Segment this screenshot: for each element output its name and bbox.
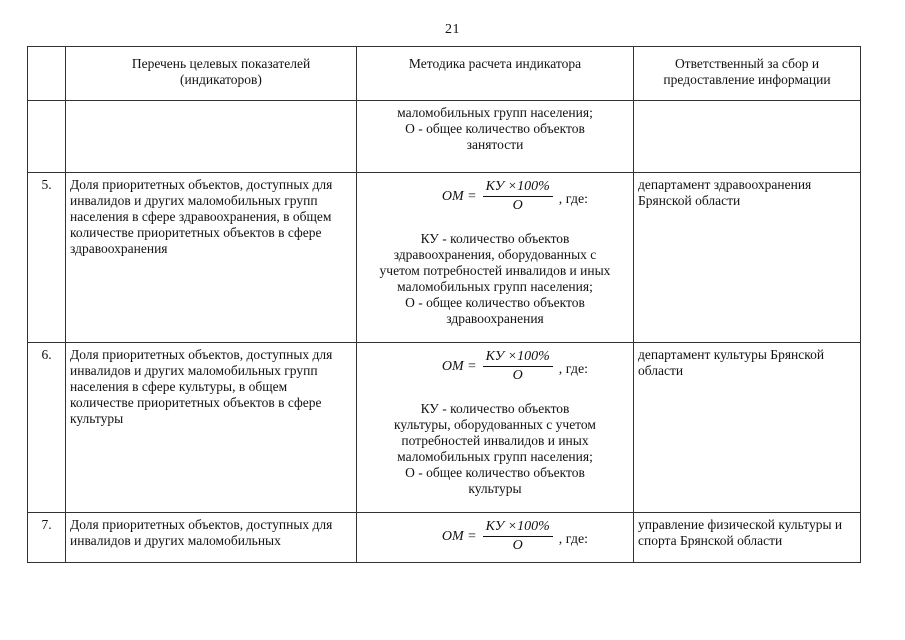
header-responsible: Ответственный за сбор и предоставление информации: [634, 47, 861, 101]
row-method: [357, 101, 634, 173]
formula-tail: , где:: [558, 192, 589, 207]
row-name: Доля приоритетных объектов, доступных для инвалидов и других маломобильных групп населения в сфере культуры, в общем количестве приоритетных объектов в сфере культуры: [66, 343, 357, 513]
method-line: КУ - количество объектов: [420, 401, 570, 416]
row-num: 5.: [28, 173, 66, 343]
table-row: [28, 343, 861, 513]
formula-numerator: КУ ×100%: [483, 179, 553, 197]
row-num: 6.: [28, 343, 66, 513]
row-name: Доля приоритетных объектов, доступных для инвалидов и других маломобильных: [66, 513, 357, 563]
table-row: [28, 513, 861, 563]
method-line: культуры: [468, 481, 522, 496]
row-responsible: управление физической культуры и спорта Брянской области: [634, 513, 861, 563]
header-method: Методика расчета индикатора: [357, 47, 634, 101]
row-num: [28, 101, 66, 173]
method-line: маломобильных групп населения;: [397, 279, 593, 294]
formula-denominator: О: [512, 198, 523, 213]
row-responsible: [634, 101, 861, 173]
formula-numerator: КУ ×100%: [483, 519, 553, 537]
method-line: культуры, оборудованных с учетом: [394, 417, 596, 432]
table-row: [28, 173, 861, 343]
row-name: Доля приоритетных объектов, доступных для инвалидов и других маломобильных групп населения в сфере здравоохранения, в общем количестве приоритетных объектов в сфере здравоохранения: [66, 173, 357, 343]
table-row-continuation: [28, 101, 861, 173]
formula-fraction: [483, 179, 553, 215]
formula-lhs: ОМ =: [441, 359, 477, 374]
method-line: маломобильных групп населения;: [397, 105, 593, 120]
row-responsible: департамент здравоохранения Брянской области: [634, 173, 861, 343]
formula-fraction: [483, 519, 553, 555]
method-line: маломобильных групп населения;: [397, 449, 593, 464]
formula-denominator: О: [512, 368, 523, 383]
row-method: [357, 343, 634, 513]
method-line: КУ - количество объектов: [420, 231, 570, 246]
method-line: учетом потребностей инвалидов и иных: [379, 263, 611, 278]
page-number: 21: [445, 22, 460, 37]
row-method: [357, 513, 634, 563]
row-num: 7.: [28, 513, 66, 563]
formula-fraction: [483, 349, 553, 385]
method-line: потребностей инвалидов и иных: [401, 433, 589, 448]
formula-tail: , где:: [558, 532, 589, 547]
indicators-table: [27, 46, 861, 563]
formula: [400, 347, 630, 387]
formula-lhs: ОМ =: [441, 529, 477, 544]
method-line: здравоохранения: [446, 311, 544, 326]
formula-numerator: КУ ×100%: [483, 349, 553, 367]
header-num-cell: [28, 47, 66, 101]
table-header-row: [28, 47, 861, 101]
formula: [400, 177, 630, 217]
formula-tail: , где:: [558, 362, 589, 377]
method-line: О - общее количество объектов: [405, 465, 585, 480]
formula-lhs: ОМ =: [441, 189, 477, 204]
formula-denominator: О: [512, 538, 523, 553]
row-responsible: департамент культуры Брянской области: [634, 343, 861, 513]
method-line: здравоохранения, оборудованных с: [393, 247, 597, 262]
method-line: О - общее количество объектов: [405, 295, 585, 310]
header-indicators: Перечень целевых показателей (индикаторов): [66, 47, 357, 101]
formula: [400, 517, 630, 557]
method-line: О - общее количество объектов: [405, 121, 585, 136]
row-name: [66, 101, 357, 173]
row-method: [357, 173, 634, 343]
method-line: занятости: [466, 137, 524, 152]
